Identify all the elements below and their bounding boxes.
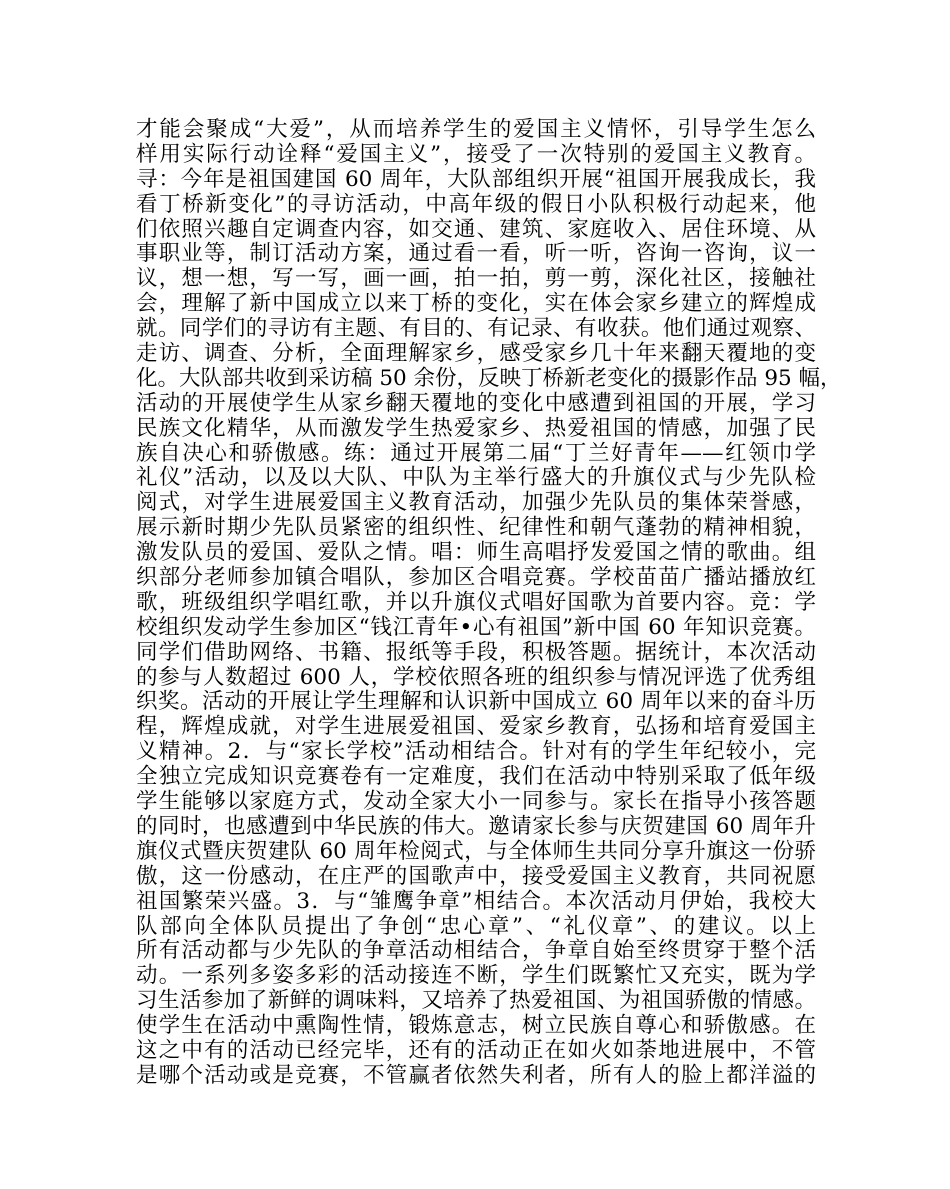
text-line: 全独立完成知识竞赛卷有一定难度，我们在活动中特别采取了低年级	[136, 764, 816, 790]
text-line: 样用实际行动诠释“爱国主义”，接受了一次特别的爱国主义教育。	[136, 141, 816, 167]
text-line: 活动的开展使学生从家乡翻天覆地的变化中感遭到祖国的开展，学习	[136, 390, 816, 416]
text-line: 织奖。活动的开展让学生理解和认识新中国成立 60 周年以来的奋斗历	[136, 689, 816, 715]
text-line: 礼仪”活动，以及以大队、中队为主举行盛大的升旗仪式与少先队检	[136, 465, 816, 491]
text-line: 使学生在活动中熏陶性情，锻炼意志，树立民族自尊心和骄傲感。在	[136, 1013, 816, 1039]
text-line: 这之中有的活动已经完毕，还有的活动正在如火如荼地进展中，不管	[136, 1037, 816, 1063]
text-line: 的参与人数超过 600 人，学校依照各班的组织参与情况评选了优秀组	[136, 664, 816, 690]
text-line: 化。大队部共收到采访稿 50 余份，反映丁桥新老变化的摄影作品 95 幅，	[136, 365, 842, 391]
text-line: 傲，这一份感动，在庄严的国歌声中，接受爱国主义教育，共同祝愿	[136, 863, 816, 889]
text-line: 们依照兴趣自定调查内容，如交通、建筑、家庭收入、居住环境、从	[136, 216, 816, 242]
text-line: 寻：今年是祖国建国 60 周年，大队部组织开展“祖国开展我成长，我	[136, 166, 816, 192]
text-line: 走访、调查、分析，全面理解家乡，感受家乡几十年来翻天覆地的变	[136, 341, 816, 367]
text-line: 的同时，也感遭到中华民族的伟大。邀请家长参与庆贺建国 60 周年升	[136, 813, 816, 839]
text-line: 习生活参加了新鲜的调味料，又培养了热爱祖国、为祖国骄傲的情感。	[136, 988, 816, 1014]
text-line: 阅式，对学生进展爱国主义教育活动，加强少先队员的集体荣誉感，	[136, 490, 816, 516]
text-line: 所有活动都与少先队的争章活动相结合，争章自始至终贯穿于整个活	[136, 938, 816, 964]
text-line: 同学们借助网络、书籍、报纸等手段，积极答题。据统计，本次活动	[136, 639, 816, 665]
body-text	[136, 117, 842, 1089]
text-line: 民族文化精华，从而激发学生热爱家乡、热爱祖国的情感，加强了民	[136, 415, 816, 441]
text-line: 会，理解了新中国成立以来丁桥的变化，实在体会家乡建立的辉煌成	[136, 291, 816, 317]
text-line: 展示新时期少先队员紧密的组织性、纪律性和朝气蓬勃的精神相貌，	[136, 515, 816, 541]
text-line: 队部向全体队员提出了争创“忠心章”、“礼仪章”、的建议。以上	[136, 913, 816, 939]
text-line: 看丁桥新变化”的寻访活动，中高年级的假日小队积极行动起来，他	[136, 191, 816, 217]
text-line: 义精神。2．与“家长学校”活动相结合。针对有的学生年纪较小，完	[136, 739, 816, 765]
text-line: 是哪个活动或是竞赛，不管赢者依然失利者，所有人的脸上都洋溢的	[136, 1062, 816, 1088]
text-line: 事职业等，制订活动方案，通过看一看，听一听，咨询一咨询，议一	[136, 241, 816, 267]
text-line: 议，想一想，写一写，画一画，拍一拍，剪一剪，深化社区，接触社	[136, 266, 816, 292]
text-line: 激发队员的爱国、爱队之情。唱：师生高唱抒发爱国之情的歌曲。组	[136, 540, 816, 566]
text-line: 才能会聚成“大爱”，从而培养学生的爱国主义情怀，引导学生怎么	[136, 117, 816, 142]
text-line: 动。一系列多姿多彩的活动接连不断，学生们既繁忙又充实，既为学	[136, 963, 816, 989]
text-line: 旗仪式暨庆贺建队 60 周年检阅式，与全体师生共同分享升旗这一份骄	[136, 838, 816, 864]
text-line: 织部分老师参加镇合唱队，参加区合唱竞赛。学校苗苗广播站播放红	[136, 565, 816, 591]
text-line: 学生能够以家庭方式，发动全家大小一同参与。家长在指导小孩答题	[136, 789, 816, 815]
text-line: 校组织发动学生参加区“钱江青年•心有祖国”新中国 60 年知识竞赛。	[136, 614, 816, 640]
text-line: 族自决心和骄傲感。练：通过开展第二届“丁兰好青年——红领巾学	[136, 440, 816, 466]
text-line: 就。同学们的寻访有主题、有目的、有记录、有收获。他们通过观察、	[136, 316, 816, 342]
text-line: 程，辉煌成就，对学生进展爱祖国、爱家乡教育，弘扬和培育爱国主	[136, 714, 816, 740]
text-line: 祖国繁荣兴盛。3．与“雏鹰争章”相结合。本次活动月伊始，我校大	[136, 888, 816, 914]
text-line: 歌，班级组织学唱红歌，并以升旗仪式唱好国歌为首要内容。竞：学	[136, 589, 816, 615]
